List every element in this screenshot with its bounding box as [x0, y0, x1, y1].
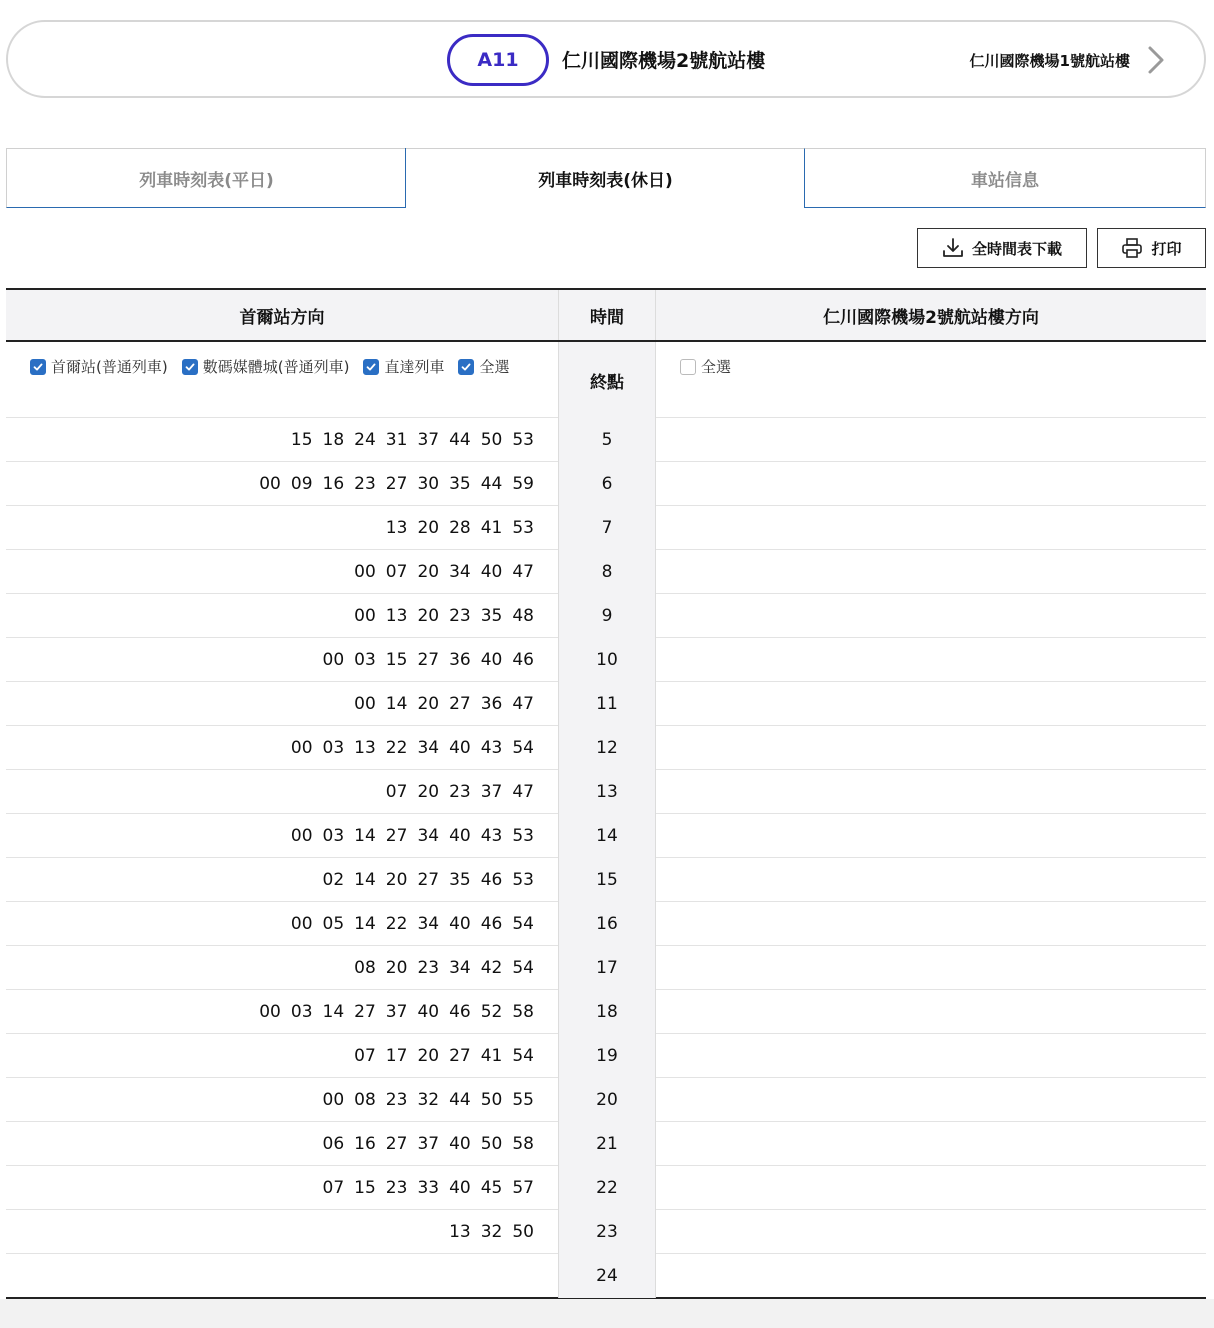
hour-cell: 8	[558, 550, 656, 594]
departure-minute: 20	[417, 518, 440, 538]
departure-minute: 00	[259, 474, 281, 494]
departure-minute: 00	[354, 694, 376, 714]
departure-minute: 03	[322, 738, 345, 758]
departure-minute: 54	[512, 958, 534, 978]
departure-minute: 40	[449, 1178, 471, 1198]
hour-cell: 6	[558, 462, 656, 506]
departure-minute: 24	[354, 430, 376, 450]
departure-minute: 23	[417, 958, 440, 978]
hour-cell: 20	[558, 1078, 656, 1122]
departure-minute: 23	[354, 474, 376, 494]
departure-minute: 00	[322, 650, 345, 670]
hour-cell: 22	[558, 1166, 656, 1210]
departure-minute: 41	[480, 1046, 503, 1066]
departure-minute: 27	[449, 1046, 471, 1066]
table-row	[6, 594, 1206, 638]
departure-minute: 13	[449, 1222, 471, 1242]
departure-minute: 58	[512, 1002, 534, 1022]
filter-option[interactable]	[458, 356, 509, 377]
departure-minute: 15	[290, 430, 313, 450]
departure-minute: 50	[480, 1090, 503, 1110]
table-row	[6, 1034, 1206, 1078]
page-footer-band	[0, 1299, 1214, 1328]
departure-minute: 53	[512, 870, 534, 890]
departure-minute: 20	[417, 782, 440, 802]
filters-airport-direction	[680, 356, 731, 377]
departure-minute: 02	[322, 870, 345, 890]
departure-minute: 53	[512, 518, 534, 538]
departure-minute: 00	[290, 826, 313, 846]
departure-minute: 43	[480, 826, 503, 846]
departure-minute: 50	[480, 430, 503, 450]
departure-minute: 37	[480, 782, 503, 802]
hour-cell: 9	[558, 594, 656, 638]
departure-minute: 44	[480, 474, 503, 494]
departure-minute: 13	[385, 518, 408, 538]
table-row	[6, 1166, 1206, 1210]
departure-minute: 32	[417, 1090, 440, 1110]
filter-option[interactable]	[363, 356, 444, 377]
tab-weekday[interactable]: 列車時刻表(平日)	[6, 148, 407, 208]
departure-minute: 45	[480, 1178, 503, 1198]
departure-minute: 50	[480, 1134, 503, 1154]
hour-cell: 16	[558, 902, 656, 946]
departure-minute: 20	[417, 562, 440, 582]
table-row	[6, 902, 1206, 946]
departure-minute: 40	[449, 1134, 471, 1154]
departure-minute: 37	[385, 1002, 408, 1022]
departure-minutes	[386, 506, 534, 550]
filter-row	[6, 342, 1206, 418]
checkbox-checked[interactable]	[363, 359, 379, 375]
hour-cell: 11	[558, 682, 656, 726]
departure-minute: 37	[417, 430, 440, 450]
departure-minute: 43	[480, 738, 503, 758]
departure-minute: 09	[290, 474, 313, 494]
departure-minute: 27	[354, 1002, 376, 1022]
hour-cell: 18	[558, 990, 656, 1034]
departure-minutes	[259, 990, 534, 1034]
departure-minutes	[323, 1166, 534, 1210]
departure-minute: 57	[512, 1178, 534, 1198]
departure-minute: 44	[449, 430, 471, 450]
table-row	[6, 550, 1206, 594]
departure-minute: 47	[512, 782, 534, 802]
departure-minute: 13	[385, 606, 408, 626]
checkbox-unchecked[interactable]	[680, 359, 696, 375]
departure-minute: 07	[354, 1046, 376, 1066]
departure-minute: 40	[417, 1002, 440, 1022]
departure-minute: 31	[385, 430, 408, 450]
departure-minute: 40	[480, 650, 503, 670]
table-row	[6, 770, 1206, 814]
departure-minutes	[323, 638, 534, 682]
departure-minute: 05	[322, 914, 345, 934]
departure-minute: 00	[322, 1090, 345, 1110]
departure-minute: 53	[512, 430, 534, 450]
departure-minutes	[386, 770, 534, 814]
endpoint-label: 終點	[558, 342, 656, 418]
table-row	[6, 858, 1206, 902]
station-header	[6, 20, 1206, 98]
departure-minutes	[291, 726, 534, 770]
departure-minutes	[323, 1122, 534, 1166]
filter-label: 全選	[701, 358, 732, 376]
header-time: 時間	[558, 290, 656, 340]
hour-cell: 7	[558, 506, 656, 550]
table-row	[6, 946, 1206, 990]
checkbox-checked[interactable]	[458, 359, 474, 375]
departure-minutes	[354, 1034, 534, 1078]
departure-minute: 23	[385, 1178, 408, 1198]
table-row	[6, 990, 1206, 1034]
departure-minutes	[291, 814, 534, 858]
filter-option[interactable]	[182, 356, 350, 377]
departure-minute: 46	[512, 650, 534, 670]
departure-minutes	[354, 946, 534, 990]
filter-option[interactable]	[680, 356, 731, 377]
departure-minute: 54	[512, 1046, 534, 1066]
departure-minute: 00	[259, 1002, 281, 1022]
timetable-tabs	[6, 148, 1206, 208]
departure-minute: 59	[512, 474, 534, 494]
departure-minute: 37	[417, 1134, 440, 1154]
departure-minute: 34	[417, 738, 440, 758]
departure-minute: 27	[385, 474, 408, 494]
chevron-right-icon[interactable]	[1144, 45, 1168, 75]
departure-minute: 14	[385, 694, 408, 714]
filters-seoul-direction	[30, 356, 509, 377]
departure-minute: 48	[512, 606, 534, 626]
departure-minutes	[259, 462, 534, 506]
station-name: 仁川國際機場2號航站樓	[562, 50, 766, 72]
hour-cell: 24	[558, 1254, 656, 1298]
departure-minutes	[354, 594, 534, 638]
departure-minute: 20	[385, 870, 408, 890]
departure-minute: 20	[417, 1046, 440, 1066]
table-row	[6, 682, 1206, 726]
departure-minute: 46	[449, 1002, 471, 1022]
departure-minute: 00	[354, 562, 376, 582]
departure-minute: 14	[354, 914, 376, 934]
departure-minute: 16	[354, 1134, 376, 1154]
departure-minute: 15	[385, 650, 408, 670]
departure-minute: 20	[417, 606, 440, 626]
printer-icon	[1121, 237, 1143, 259]
print-button[interactable]	[1097, 228, 1206, 268]
departure-minute: 40	[449, 826, 471, 846]
departure-minute: 17	[385, 1046, 408, 1066]
table-row	[6, 1254, 1206, 1298]
departure-minute: 07	[385, 562, 408, 582]
departure-minute: 36	[480, 694, 503, 714]
departure-minute: 44	[449, 1090, 471, 1110]
table-row	[6, 462, 1206, 506]
departure-minute: 27	[449, 694, 471, 714]
departure-minute: 36	[449, 650, 471, 670]
departure-minute: 00	[290, 738, 313, 758]
hour-cell: 15	[558, 858, 656, 902]
departure-minute: 03	[290, 1002, 313, 1022]
departure-minute: 13	[354, 738, 376, 758]
filter-label: 數碼媒體城(普通列車)	[202, 358, 350, 376]
departure-minute: 47	[512, 562, 534, 582]
departure-minute: 22	[385, 738, 408, 758]
hour-cell: 19	[558, 1034, 656, 1078]
filter-label: 全選	[479, 358, 510, 376]
departure-minute: 46	[480, 870, 503, 890]
departure-minute: 08	[354, 1090, 376, 1110]
header-seoul-direction: 首爾站方向	[239, 307, 325, 328]
departure-minute: 00	[290, 914, 313, 934]
checkbox-checked[interactable]	[182, 359, 198, 375]
download-label: 全時間表下載	[971, 239, 1062, 258]
departure-minute: 40	[449, 738, 471, 758]
departure-minute: 20	[385, 958, 408, 978]
table-row	[6, 726, 1206, 770]
departure-minute: 42	[480, 958, 503, 978]
departure-minute: 27	[385, 826, 408, 846]
departure-minute: 40	[480, 562, 503, 582]
departure-minutes	[323, 1078, 534, 1122]
departure-minute: 16	[322, 474, 345, 494]
departure-minute: 52	[480, 1002, 503, 1022]
filter-label: 直達列車	[384, 358, 445, 376]
tab-station-info[interactable]: 車站信息	[804, 148, 1206, 208]
table-row	[6, 418, 1206, 462]
hour-cell: 14	[558, 814, 656, 858]
departure-minute: 33	[417, 1178, 440, 1198]
departure-minute: 50	[512, 1222, 534, 1242]
hour-cell: 10	[558, 638, 656, 682]
departure-minute: 35	[449, 474, 471, 494]
departure-minute: 22	[385, 914, 408, 934]
timetable	[6, 288, 1206, 1299]
departure-minute: 53	[512, 826, 534, 846]
departure-minute: 27	[417, 870, 440, 890]
departure-minute: 00	[354, 606, 376, 626]
table-row	[6, 1078, 1206, 1122]
departure-minute: 20	[417, 694, 440, 714]
departure-minute: 55	[512, 1090, 534, 1110]
hour-cell: 21	[558, 1122, 656, 1166]
departure-minute: 06	[322, 1134, 345, 1154]
departure-minute: 23	[385, 1090, 408, 1110]
departure-minute: 34	[449, 958, 471, 978]
checkbox-checked[interactable]	[30, 359, 46, 375]
departure-minute: 41	[480, 518, 503, 538]
departure-minutes	[354, 682, 534, 726]
hour-cell: 13	[558, 770, 656, 814]
departure-minute: 47	[512, 694, 534, 714]
timetable-header	[6, 290, 1206, 342]
departure-minute: 18	[322, 430, 345, 450]
departure-minute: 07	[322, 1178, 345, 1198]
filter-option[interactable]	[30, 356, 168, 377]
departure-minutes	[291, 418, 534, 462]
table-row	[6, 1122, 1206, 1166]
timetable-rows	[6, 418, 1206, 1298]
departure-minute: 07	[385, 782, 408, 802]
departure-minute: 46	[480, 914, 503, 934]
departure-minute: 40	[449, 914, 471, 934]
departure-minute: 27	[417, 650, 440, 670]
departure-minutes	[323, 858, 534, 902]
departure-minute: 14	[354, 826, 376, 846]
departure-minute: 30	[417, 474, 440, 494]
departure-minute: 23	[449, 606, 471, 626]
departure-minute: 03	[322, 826, 345, 846]
departure-minute: 03	[354, 650, 376, 670]
filter-label: 首爾站(普通列車)	[51, 358, 168, 376]
departure-minute: 14	[354, 870, 376, 890]
departure-minute: 27	[385, 1134, 408, 1154]
print-label: 打印	[1151, 239, 1182, 258]
departure-minute: 15	[354, 1178, 376, 1198]
table-row	[6, 638, 1206, 682]
departure-minute: 08	[354, 958, 376, 978]
hour-cell: 12	[558, 726, 656, 770]
download-icon	[942, 237, 964, 259]
hour-cell: 23	[558, 1210, 656, 1254]
departure-minute: 34	[449, 562, 471, 582]
departure-minutes	[354, 550, 534, 594]
header-airport-direction: 仁川國際機場2號航站樓方向	[823, 307, 1039, 328]
departure-minute: 14	[322, 1002, 345, 1022]
departure-minute: 54	[512, 914, 534, 934]
departure-minute: 35	[480, 606, 503, 626]
station-code-badge: A11	[447, 34, 549, 86]
departure-minute: 34	[417, 826, 440, 846]
table-row	[6, 1210, 1206, 1254]
departure-minute: 54	[512, 738, 534, 758]
next-station-link[interactable]: 仁川國際機場1號航站樓	[969, 52, 1130, 70]
departure-minute: 32	[480, 1222, 503, 1242]
download-timetable-button[interactable]	[917, 228, 1087, 268]
hour-cell: 5	[558, 418, 656, 462]
hour-cell: 17	[558, 946, 656, 990]
departure-minute: 58	[512, 1134, 534, 1154]
departure-minute: 28	[449, 518, 471, 538]
table-row	[6, 506, 1206, 550]
departure-minute: 35	[449, 870, 471, 890]
departure-minutes	[291, 902, 534, 946]
tab-holiday[interactable]: 列車時刻表(休日)	[406, 148, 805, 208]
departure-minute: 34	[417, 914, 440, 934]
departure-minutes	[449, 1210, 534, 1254]
departure-minute: 23	[449, 782, 471, 802]
table-row	[6, 814, 1206, 858]
